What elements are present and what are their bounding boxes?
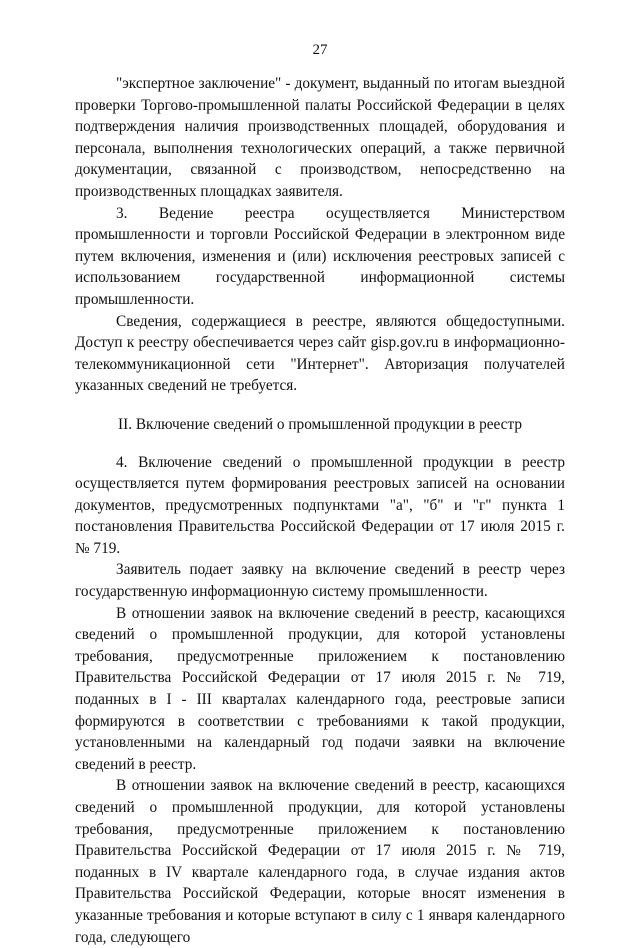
paragraph-registry-access: Сведения, содержащиеся в реестре, являются общедоступными. Доступ к реестру обеспечивается через сайт gisp.gov.ru в информационно-телекоммуникационной сети "Интернет". Авторизация получателей указанных сведений не требуется. bbox=[75, 312, 565, 395]
page-number: 27 bbox=[312, 42, 328, 58]
section-heading: II. Включение сведений о промышленной продукции в реестр bbox=[118, 415, 522, 433]
document-body bbox=[75, 73, 565, 948]
paragraph-expert-conclusion: "экспертное заключение" - документ, выданный по итогам выездной проверки Торгово-промышленной палаты Российской Федерации в целях подтверждения наличия производственных площадей, оборудования и персонала, выполнения технологических операций, а также первичной документации, связанной с производством, непосредственно на производственных площадках заявителя. bbox=[75, 75, 565, 200]
paragraph-application-submission: Заявитель подает заявку на включение сведений в реестр через государственную информационную систему промышленности. bbox=[75, 561, 565, 601]
paragraph-registry-maintenance: 3. Ведение реестра осуществляется Министерством промышленности и торговли Российской Федерации в электронном виде путем включения, изменения и (или) исключения реестровых записей с использованием государственной информационной системы промышленности. bbox=[75, 204, 565, 308]
paragraph-quarter-4: В отношении заявок на включение сведений в реестр, касающихся сведений о промышленной продукции, для которой установлены требования, предусмотренные приложением к постановлению Правительства Российской Федерации от 17 июля 2015 г. № 719, поданных в IV квартале календарного года, в случае издания актов Правительства Российской Федерации, которые вносят изменения в указанные требования и которые вступают в силу с 1 января календарного года, следующего bbox=[75, 777, 565, 946]
paragraph-quarters-1-3: В отношении заявок на включение сведений в реестр, касающихся сведений о промышленной продукции, для которой установлены требования, предусмотренные приложением к постановлению Правительства Российской Федерации от 17 июля 2015 г. № 719, поданных в I - III кварталах календарного года, реестровые записи формируются в соответствии с требованиями к такой продукции, установленными на календарный год подачи заявки на включение сведений в реестр. bbox=[75, 604, 565, 773]
paragraph-inclusion-basis: 4. Включение сведений о промышленной продукции в реестр осуществляется путем формирования реестровых записей на основании документов, предусмотренных подпунктами "а", "б" и "г" пункта 1 постановления Правительства Российской Федерации от 17 июля 2015 г. № 719. bbox=[75, 453, 565, 557]
